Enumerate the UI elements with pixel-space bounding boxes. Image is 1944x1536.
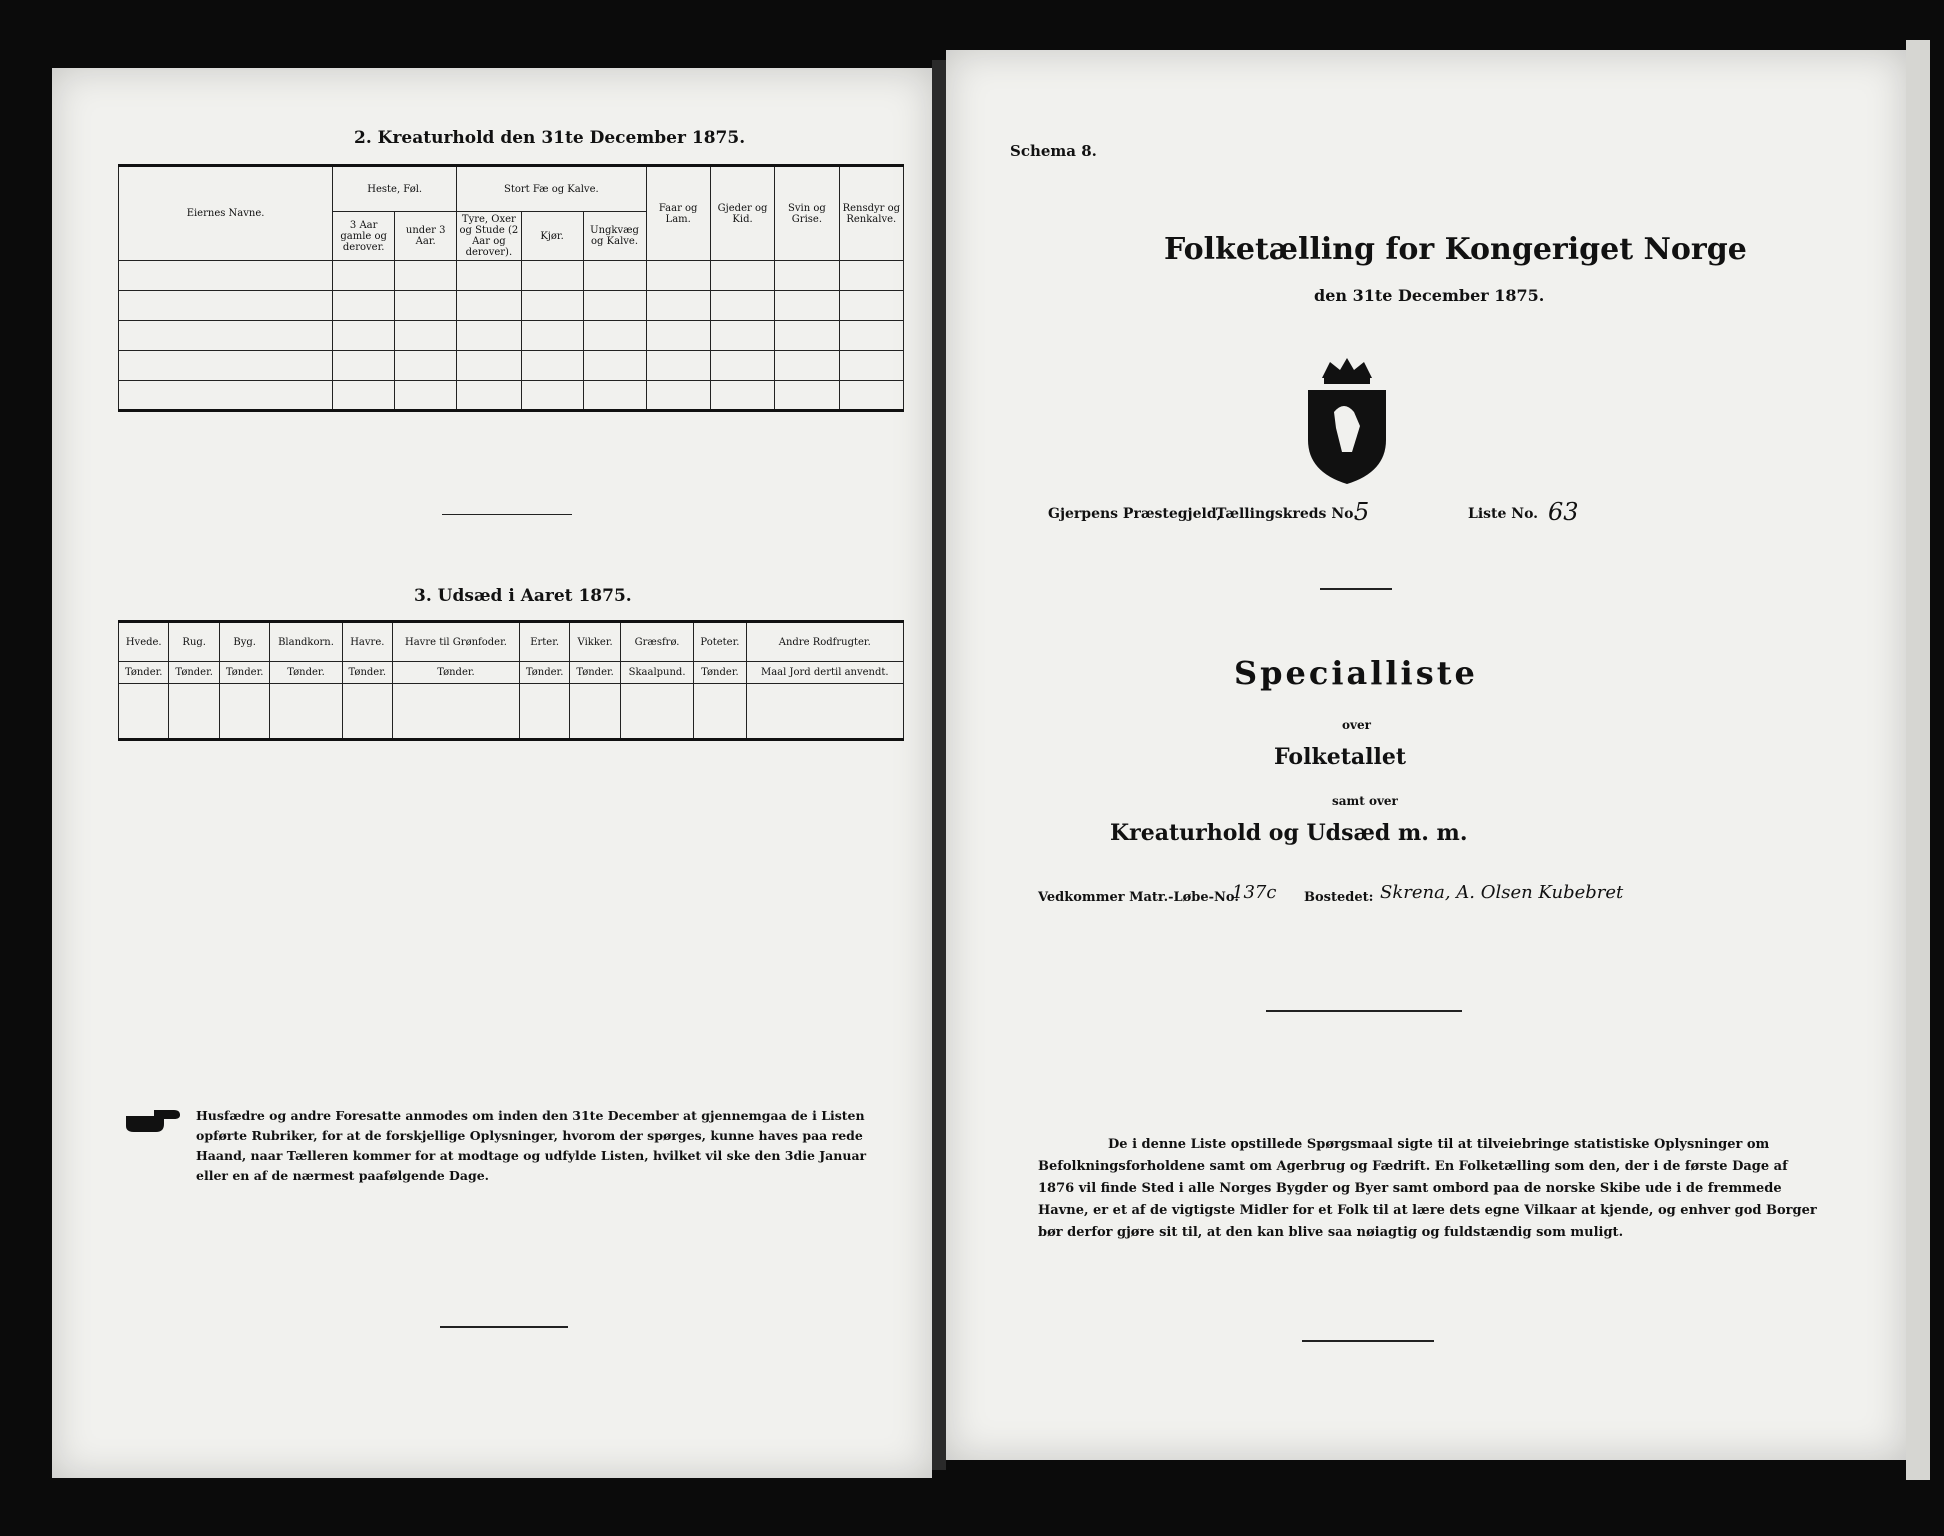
- intro-paragraph: De i denne Liste opstillede Spørgsmaal sigte til at tilveiebringe statistiske Oplysninger om Befolkningsforholdene samt om Agerbrug og Fædrift. En Folketælling som den, der i de første Dage af 1876 vil finde Sted i alle Norges Bygder og Byer samt ombord paa de norske Skibe ude i de fremmede Havne, er et af de vigtigste Midler for et Folk til at lære dets egne Vilkaar at kjende, og enhver god Borger bør derfor gjøre sit til, at den kan blive saa nøiagtig og fuldstændig som muligt.: [1038, 1137, 1817, 1240]
- left-page: [52, 68, 932, 1478]
- unit: Tønder.: [270, 662, 342, 684]
- divider: [442, 514, 572, 515]
- table-row: [119, 321, 904, 351]
- divider: [1320, 588, 1392, 590]
- bostedet-label: Bostedet:: [1304, 890, 1374, 905]
- crop-header-row: [119, 622, 904, 662]
- samt-over-text: samt over: [1332, 794, 1398, 808]
- divider: [440, 1326, 568, 1328]
- household-notice: Husfædre og andre Foresatte anmodes om inden den 31te December at gjennemgaa de i Listen opførte Rubriker, for at de forskjellige Oplysninger, hvorom der spørges, kunne haves paa rede Haand, naar Tælleren kommer for at modtage og udfylde Listen, hvilket vil ske den 3die Januar eller en af de nærmest paafølgende Dage.: [196, 1108, 867, 1183]
- unit-row: [119, 662, 904, 684]
- crop-byg: Byg.: [219, 622, 269, 662]
- schema-label: Schema 8.: [1010, 142, 1097, 160]
- unit: Tønder.: [519, 662, 569, 684]
- pointing-hand-icon: [124, 1106, 182, 1136]
- bulls-header: Tyre, Oxer og Stude (2 Aar og derover).: [457, 212, 521, 261]
- livestock-table: [118, 164, 904, 412]
- owner-name-header: Eiernes Navne.: [119, 166, 333, 261]
- goats-header: Gjeder og Kid.: [710, 166, 774, 261]
- crop-havre-gronfoder: Havre til Grønfoder.: [393, 622, 520, 662]
- liste-number: 63: [1548, 498, 1579, 526]
- crop-poteter: Poteter.: [694, 622, 746, 662]
- crop-havre: Havre.: [342, 622, 392, 662]
- unit: Skaalpund.: [620, 662, 693, 684]
- sheep-header: Faar og Lam.: [646, 166, 710, 261]
- right-page: [946, 50, 1906, 1460]
- book-spine: [932, 60, 946, 1470]
- divider: [1302, 1340, 1434, 1342]
- unit: Tønder.: [570, 662, 620, 684]
- pigs-header: Svin og Grise.: [775, 166, 839, 261]
- unit: Tønder.: [219, 662, 269, 684]
- kreds-label: Tællingskreds No.: [1216, 506, 1359, 522]
- crop-erter: Erter.: [519, 622, 569, 662]
- unit: Tønder.: [694, 662, 746, 684]
- sowing-table: [118, 620, 904, 741]
- unit: Tønder.: [393, 662, 520, 684]
- specialliste-title: Specialliste: [1234, 654, 1478, 692]
- crop-andre: Andre Rodfrugter.: [746, 622, 903, 662]
- liste-label: Liste No.: [1468, 506, 1539, 522]
- cattle-group-header: Stort Fæ og Kalve.: [457, 166, 646, 212]
- calves-header: Ungkvæg og Kalve.: [583, 212, 646, 261]
- horse-group-header: Heste, Føl.: [333, 166, 457, 212]
- unit: Maal Jord dertil anvendt.: [746, 662, 903, 684]
- unit: Tønder.: [169, 662, 219, 684]
- crop-blandkorn: Blandkorn.: [270, 622, 342, 662]
- crop-hvede: Hvede.: [119, 622, 169, 662]
- crop-graesfro: Græsfrø.: [620, 622, 693, 662]
- divider: [1266, 1010, 1462, 1012]
- folketallet-title: Folketallet: [1274, 744, 1406, 770]
- table-row: [119, 261, 904, 291]
- bostedet-value: Skrena, A. Olsen Kubebret: [1380, 882, 1624, 903]
- horse-adult-header: 3 Aar gamle og derover.: [333, 212, 395, 261]
- over-text: over: [1342, 718, 1371, 732]
- horse-young-header: under 3 Aar.: [395, 212, 457, 261]
- crop-rug: Rug.: [169, 622, 219, 662]
- census-date: den 31te December 1875.: [1314, 286, 1545, 305]
- table-row: [119, 684, 904, 740]
- prestegjeld-label: Gjerpens Præstegjeld,: [1048, 506, 1222, 522]
- section2-title: 2. Kreaturhold den 31te December 1875.: [354, 128, 746, 148]
- matr-label: Vedkommer Matr.-Løbe-No.: [1038, 890, 1239, 905]
- census-title: Folketælling for Kongeriget Norge: [1164, 232, 1747, 267]
- cows-header: Kjør.: [521, 212, 583, 261]
- unit: Tønder.: [119, 662, 169, 684]
- unit: Tønder.: [342, 662, 392, 684]
- reindeer-header: Rensdyr og Renkalve.: [839, 166, 903, 261]
- matr-number: 137c: [1232, 882, 1277, 903]
- table-row: [119, 381, 904, 411]
- kreaturhold-title: Kreaturhold og Udsæd m. m.: [1110, 820, 1468, 846]
- table-row: [119, 351, 904, 381]
- table-row: [119, 291, 904, 321]
- crop-vikker: Vikker.: [570, 622, 620, 662]
- page-edges: [1906, 40, 1930, 1480]
- coat-of-arms-icon: [1302, 356, 1392, 486]
- section3-title: 3. Udsæd i Aaret 1875.: [414, 586, 632, 606]
- kreds-number: 5: [1354, 498, 1370, 526]
